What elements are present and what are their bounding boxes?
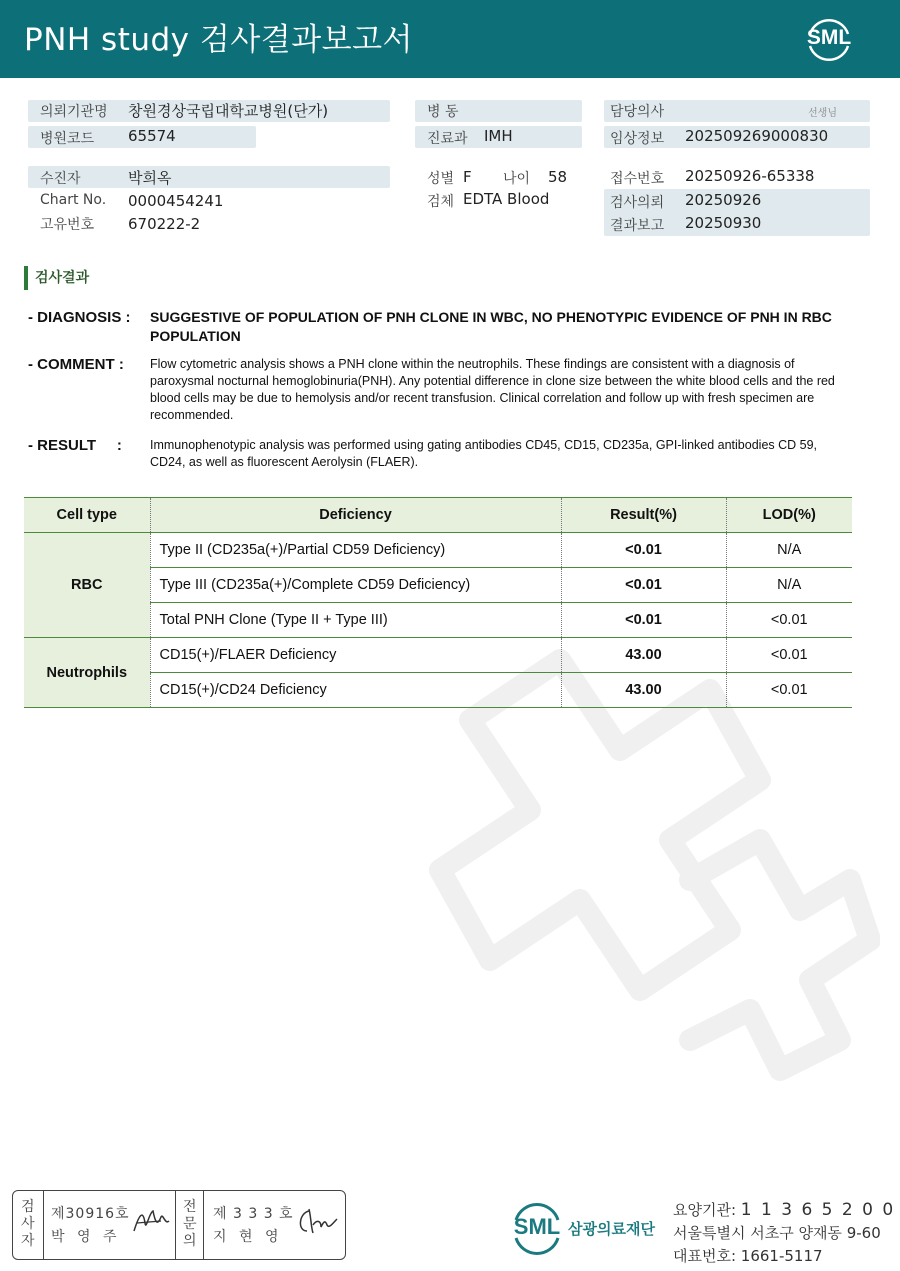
signature-box [12,1190,346,1260]
footer-logo-text: SML [513,1214,561,1239]
diagnosis-text: SUGGESTIVE OF POPULATION OF PNH CLONE IN WBC, NO PHENOTYPIC EVIDENCE OF PNH IN RBC POPULATION [150,309,832,344]
hospital-code-value: 65574 [128,127,176,145]
chart-label: Chart No. [40,192,107,208]
lod-cell: <0.01 [726,638,852,673]
section-title: 검사결과 [24,266,89,290]
sml-logo [802,12,856,66]
sex-value: F [463,168,472,186]
deficiency-cell: Type II (CD235a(+)/Partial CD59 Deficiency) [150,533,561,568]
comment-label: - COMMENT : [28,356,124,373]
hospital-code-label: 병원코드 [40,131,95,147]
footer-code-label: 요양기관: [673,1201,737,1219]
unique-value: 670222-2 [128,215,201,233]
deficiency-cell: CD15(+)/FLAER Deficiency [150,638,561,673]
lod-cell: N/A [726,568,852,603]
report-label: 결과보고 [610,218,665,234]
receipt-label: 접수번호 [610,171,665,187]
deficiency-cell: Type III (CD235a(+)/Complete CD59 Deficiency) [150,568,561,603]
lod-cell: <0.01 [726,603,852,638]
diagnosis-label: - DIAGNOSIS : [28,309,131,326]
dept-label: 진료과 [427,131,468,147]
result-table [24,497,852,708]
examiner-name: 박 영 주 [51,1229,121,1245]
lod-cell: N/A [726,533,852,568]
request-label: 검사의뢰 [610,195,665,211]
specialist-title: 전문의 [183,1199,197,1249]
examiner-title: 검사자 [21,1199,35,1249]
col-header-lod: LOD(%) [726,498,852,533]
specialist-name: 지 현 영 [213,1229,283,1245]
table-row [24,533,852,568]
result-cell: 43.00 [561,638,726,673]
footer-org-name: 삼광의료재단 [568,1220,655,1238]
specialist-license: 제 3 3 3 호 [213,1206,294,1222]
ward-label: 병 동 [427,104,459,120]
age-value: 58 [548,168,568,186]
cell-type-rbc: RBC [24,533,150,638]
cell-type-neutrophils: Neutrophils [24,638,150,708]
result-cell: <0.01 [561,533,726,568]
col-header-result: Result(%) [561,498,726,533]
report-title: PNH study 검사결과보고서 [24,22,413,58]
sml-logo-text: SML [806,26,852,49]
doctor-value: 선생님 [808,108,837,119]
result-cell: <0.01 [561,603,726,638]
unique-label: 고유번호 [40,217,95,233]
receipt-value: 20250926-65338 [685,167,815,185]
report-header [0,0,900,78]
result-cell: <0.01 [561,568,726,603]
age-label: 나이 [503,171,531,187]
examiner-license: 제30916호 [51,1206,130,1222]
sex-label: 성별 [427,171,455,187]
specimen-value: EDTA Blood [463,190,550,208]
result-label: - RESULT : [28,437,122,454]
request-value: 20250926 [685,191,762,209]
clinical-label: 임상정보 [610,131,665,147]
dept-value: IMH [484,127,513,145]
deficiency-cell: Total PNH Clone (Type II + Type III) [150,603,561,638]
footer-address: 서울특별시 서초구 양재동 9-60 [673,1224,881,1242]
clinical-value: 202509269000830 [685,127,829,145]
footer-phone-row [673,1245,823,1266]
doctor-label: 담당의사 [610,104,665,120]
institution-value: 창원경상국립대학교병원(단가) [128,102,329,120]
footer-phone-label: 대표번호: [673,1247,737,1265]
examiner-signature-icon [131,1205,171,1239]
result-cell: 43.00 [561,673,726,708]
col-header-cell-type: Cell type [24,498,150,533]
subject-value: 박희옥 [128,169,172,187]
report-value: 20250930 [685,214,762,232]
result-text: Immunophenotypic analysis was performed using gating antibodies CD45, CD15, CD235a, GPI-linked antibodies CD 59, CD24, as well as fluorescent Aerolysin (FLAER). [150,438,818,469]
specimen-label: 검체 [427,194,455,210]
footer-code-row [673,1199,895,1220]
institution-label: 의뢰기관명 [40,104,108,120]
table-row [24,638,852,673]
footer-code: 1 1 3 6 5 2 0 0 [740,1200,896,1220]
table-header-row [24,498,852,533]
deficiency-cell: CD15(+)/CD24 Deficiency [150,673,561,708]
specialist-signature-icon [295,1205,339,1239]
lod-cell: <0.01 [726,673,852,708]
chart-value: 0000454241 [128,192,224,210]
comment-text: Flow cytometric analysis shows a PNH clone within the neutrophils. These findings are consistent with a diagnosis of paroxysmal nocturnal hemoglobinuria(PNH). Any potential difference in clone size between the white blood cells and the red blood cells may be due to hemolysis and/or recent transfusion. Clinical correlation and follow up with fresh specimen are recommended. [150,357,835,422]
subject-label: 수진자 [40,171,81,187]
footer-phone: 1661-5117 [740,1247,823,1265]
col-header-deficiency: Deficiency [150,498,561,533]
